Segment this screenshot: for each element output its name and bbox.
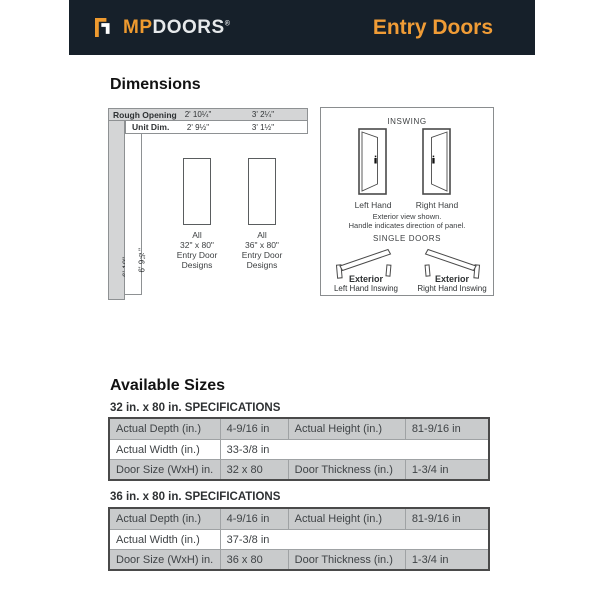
unit-dim-width-32: 2' 9½"	[186, 122, 210, 132]
inswing-title: INSWING	[387, 117, 427, 126]
caption-line: Designs	[246, 260, 278, 270]
spec-value: 4-9/16 in	[220, 419, 288, 439]
rough-opening-width-36: 3' 2¼"	[251, 110, 275, 119]
dimensions-diagram	[108, 108, 308, 300]
spec-empty-cell	[288, 440, 488, 459]
spec-value: 37-3/8 in	[220, 530, 288, 549]
spec-title-36: 36 in. x 80 in. SPECIFICATIONS	[110, 491, 281, 503]
spec-value: 1-3/4 in	[405, 550, 488, 569]
left-hand-door-icon	[358, 128, 387, 195]
spec-label: Door Size (WxH) in.	[116, 553, 214, 566]
right-hand-door-icon	[422, 128, 451, 195]
table-row	[110, 509, 488, 529]
spec-label: Actual Width (in.)	[116, 533, 200, 546]
door-caption-36	[231, 230, 293, 270]
handle-direction-note: Handle indicates direction of panel.	[348, 221, 466, 230]
brand-wordmark	[123, 18, 230, 37]
spec-label: Actual Depth (in.)	[116, 513, 201, 525]
exterior-label-right: Exterior	[434, 274, 469, 284]
caption-line: Designs	[181, 260, 213, 270]
caption-line: 32" x 80"	[180, 240, 214, 250]
spec-label: Door Thickness (in.)	[288, 460, 405, 479]
spec-label: Actual Height (in.)	[288, 509, 405, 529]
spec-value: 81-9/16 in	[405, 509, 488, 529]
right-hand-label: Right Hand	[415, 200, 459, 210]
right-hand-inswing-label: Right Hand Inswing	[417, 284, 487, 293]
spec-table-36	[108, 507, 490, 571]
dimensions-heading: Dimensions	[110, 76, 201, 93]
page-title: Entry Doors	[372, 15, 493, 39]
spec-title-32: 32 in. x 80 in. SPECIFICATIONS	[110, 402, 281, 414]
mpdoors-logo-icon	[95, 14, 114, 41]
handing-diagram-box	[320, 107, 494, 296]
table-row	[110, 549, 488, 569]
spec-label: Actual Width (in.)	[116, 443, 200, 456]
spec-value: 4-9/16 in	[220, 509, 288, 529]
exterior-view-note: Exterior view shown.	[372, 212, 442, 221]
spec-label: Door Size (WxH) in.	[116, 463, 214, 476]
spec-value: 1-3/4 in	[405, 460, 488, 479]
caption-line: All	[192, 230, 202, 240]
brand-mp: MP	[123, 17, 153, 38]
caption-line: 36" x 80"	[245, 240, 279, 250]
brand	[95, 14, 230, 41]
unit-dim-label: Unit Dim.	[132, 122, 170, 132]
spec-value: 33-3/8 in	[220, 440, 288, 459]
spec-label: Door Thickness (in.)	[288, 550, 405, 569]
unit-dim-height: 6' 9½"	[137, 247, 147, 272]
registered-mark: ®	[224, 20, 231, 28]
unit-dim-height-bar	[125, 134, 147, 295]
door-outline-36	[248, 158, 276, 225]
rough-opening-height-bar	[108, 121, 125, 300]
brand-doors: DOORS	[152, 17, 225, 38]
rough-opening-width-32: 2' 10¼"	[184, 110, 212, 119]
caption-line: All	[257, 230, 267, 240]
single-doors-title: SINGLE DOORS	[372, 234, 442, 243]
door-outline-32	[183, 158, 211, 225]
left-hand-label: Left Hand	[354, 200, 392, 210]
door-caption-32	[166, 230, 228, 270]
spec-table-32	[108, 417, 490, 481]
available-sizes-heading: Available Sizes	[110, 377, 226, 394]
rough-opening-row	[108, 108, 308, 121]
spec-label: Actual Depth (in.)	[116, 423, 201, 435]
table-row	[110, 459, 488, 479]
unit-dim-width-36: 3' 1½"	[251, 122, 275, 132]
spec-value: 81-9/16 in	[405, 419, 488, 439]
caption-line: Entry Door	[241, 250, 283, 260]
left-hand-inswing-label: Left Hand Inswing	[333, 284, 399, 293]
caption-line: Entry Door	[176, 250, 218, 260]
table-row	[110, 439, 488, 459]
table-row	[110, 419, 488, 439]
spec-value: 36 x 80	[220, 550, 288, 569]
exterior-label-left: Exterior	[348, 274, 383, 284]
spec-label: Actual Height (in.)	[288, 419, 405, 439]
table-row	[110, 529, 488, 549]
rough-opening-label: Rough Opening	[113, 109, 177, 120]
unit-dim-row	[125, 121, 308, 134]
header-bar	[69, 0, 535, 55]
spec-empty-cell	[288, 530, 488, 549]
spec-value: 32 x 80	[220, 460, 288, 479]
